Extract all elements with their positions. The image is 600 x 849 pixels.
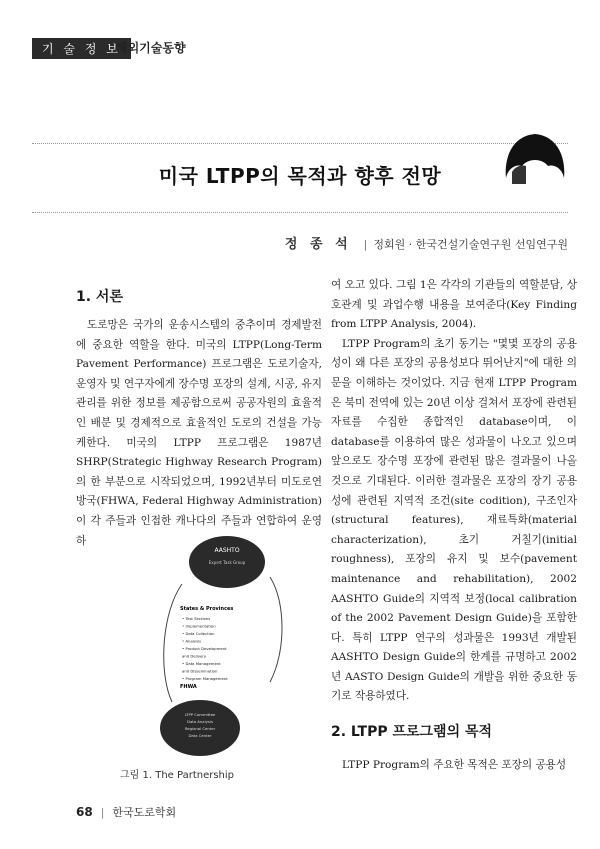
author-name: 정 종 석	[284, 237, 352, 252]
section1-heading: 1. 서론	[76, 289, 123, 305]
section1-para1-cont: 여 오고 있다. 그림 1은 각각의 기관들의 역할분담, 상호관계 및 과업수행 내용을 보여준다(Key Finding from LTPP Analysis, 2004).	[331, 279, 577, 331]
states-item: and Dissemination	[182, 668, 218, 674]
states-item: • Product Development	[182, 646, 227, 651]
states-item: • Test Sections	[182, 616, 211, 621]
author-photo	[502, 128, 568, 184]
states-item: • Analysis	[182, 638, 202, 644]
divider-bottom	[32, 212, 568, 213]
author-affiliation: 정회원 · 한국건설기술연구원 선임연구원	[373, 238, 568, 251]
section1-para1: 도로망은 국가의 운송시스템의 중추이며 경제발전에 중요한 역할을 한다. 미국의 LTPP(Long-Term Pavement Performance) 프로그램은 도로기술자, 운영자 및 연구자에게 장수명 포장의 설계, 시공, 유지관리를 위한 정보를 제공함으로써 공공자원의 효율적인 배분 및 경제적으로 효율적인 도로의 건설을 가능케한다. 미국의 LTPP 프로그램은 1987년 SHRP(Strategic Highway Research Program)의 한 부분으로 시작되었으며, 1992년부터 미도로연방국(FHWA, Federal Highway Administration)이 각 주들과 인접한 캐나다의 주들과 연합하여 운영하	[76, 319, 322, 547]
fhwa-item: LTPP Committee	[184, 712, 216, 717]
section1-para2: LTPP Program의 초기 동기는 "몇몇 포장의 공용성이 왜 다른 포장의 공용성보다 뛰어난지"에 대한 의문을 이해하는 것이었다. 지금 현재 LTPP Program은 북미 전역에 있는 20년 이상 걸쳐서 포장에 관련된 자료를 수집한 종합적인 database이며, 이 database를 이용하여 많은 성과물이 나오고 있으며 앞으로도 장수명 포장에 관련된 많은 결과물이 나올 것으로 기대된다. 이러한 결과물은 포장의 장기 공용성에 관련된 지역적 조건(site codition), 구조인자(structural features), 재료특화(material characterization), 초기 거칠기(initial roughness), 포장의 유지 및 보수(pavement maintenance and rehabilitation), 2002 AASHTO Guide의 지역적 보정(local calibration of the 2002 Pavement Design Guide)을 포함한다. 특히 LTPP 연구의 성과물은 1993년 개발된 AASHTO Design Guide의 한계를 규명하고 2002년 AASTO Design Guide의 개발을 위한 중요한 동기로 작용하였다.	[331, 337, 577, 703]
column-left	[76, 316, 322, 551]
states-item: • Implementation	[182, 623, 216, 629]
column-right	[331, 276, 577, 707]
states-title: States & Provinces	[180, 606, 234, 612]
page-title: 미국 LTPP의 목적과 향후 전망	[158, 164, 442, 188]
author-separator: |	[363, 238, 368, 251]
figure-caption: 그림 1. The Partnership	[120, 770, 235, 781]
states-item: • Data Management	[182, 661, 221, 666]
states-item: and Delivery	[182, 653, 207, 659]
section-category: 해외기술동향	[116, 41, 186, 55]
states-item: • Program Management	[182, 676, 228, 681]
section2-heading: 2. LTPP 프로그램의 목적	[331, 724, 493, 740]
journal-name: 한국도로학회	[112, 806, 177, 819]
fhwa-item: Data Center	[188, 733, 212, 738]
column-right-bottom	[331, 756, 577, 776]
arrow-right	[270, 577, 282, 682]
fhwa-label: FHWA	[180, 684, 197, 690]
fhwa-item: Data Analysis	[187, 719, 213, 724]
states-items	[182, 616, 228, 681]
states-item: • Data Collection	[182, 631, 215, 636]
partnership-figure	[152, 532, 292, 758]
section-badge: 기 술 정 보	[32, 38, 131, 59]
section2-para1: LTPP Program의 주요한 목적은 포장의 공용성	[342, 759, 567, 771]
aashto-sub: Expert Task Group	[208, 560, 246, 565]
fhwa-item: Regional Center	[184, 726, 216, 731]
author-line	[285, 233, 568, 252]
aashto-label: AASHTO	[214, 547, 240, 554]
footer-separator: |	[100, 806, 105, 819]
page-number: 68	[76, 805, 93, 819]
page-footer	[76, 804, 176, 820]
divider-top	[32, 143, 568, 144]
